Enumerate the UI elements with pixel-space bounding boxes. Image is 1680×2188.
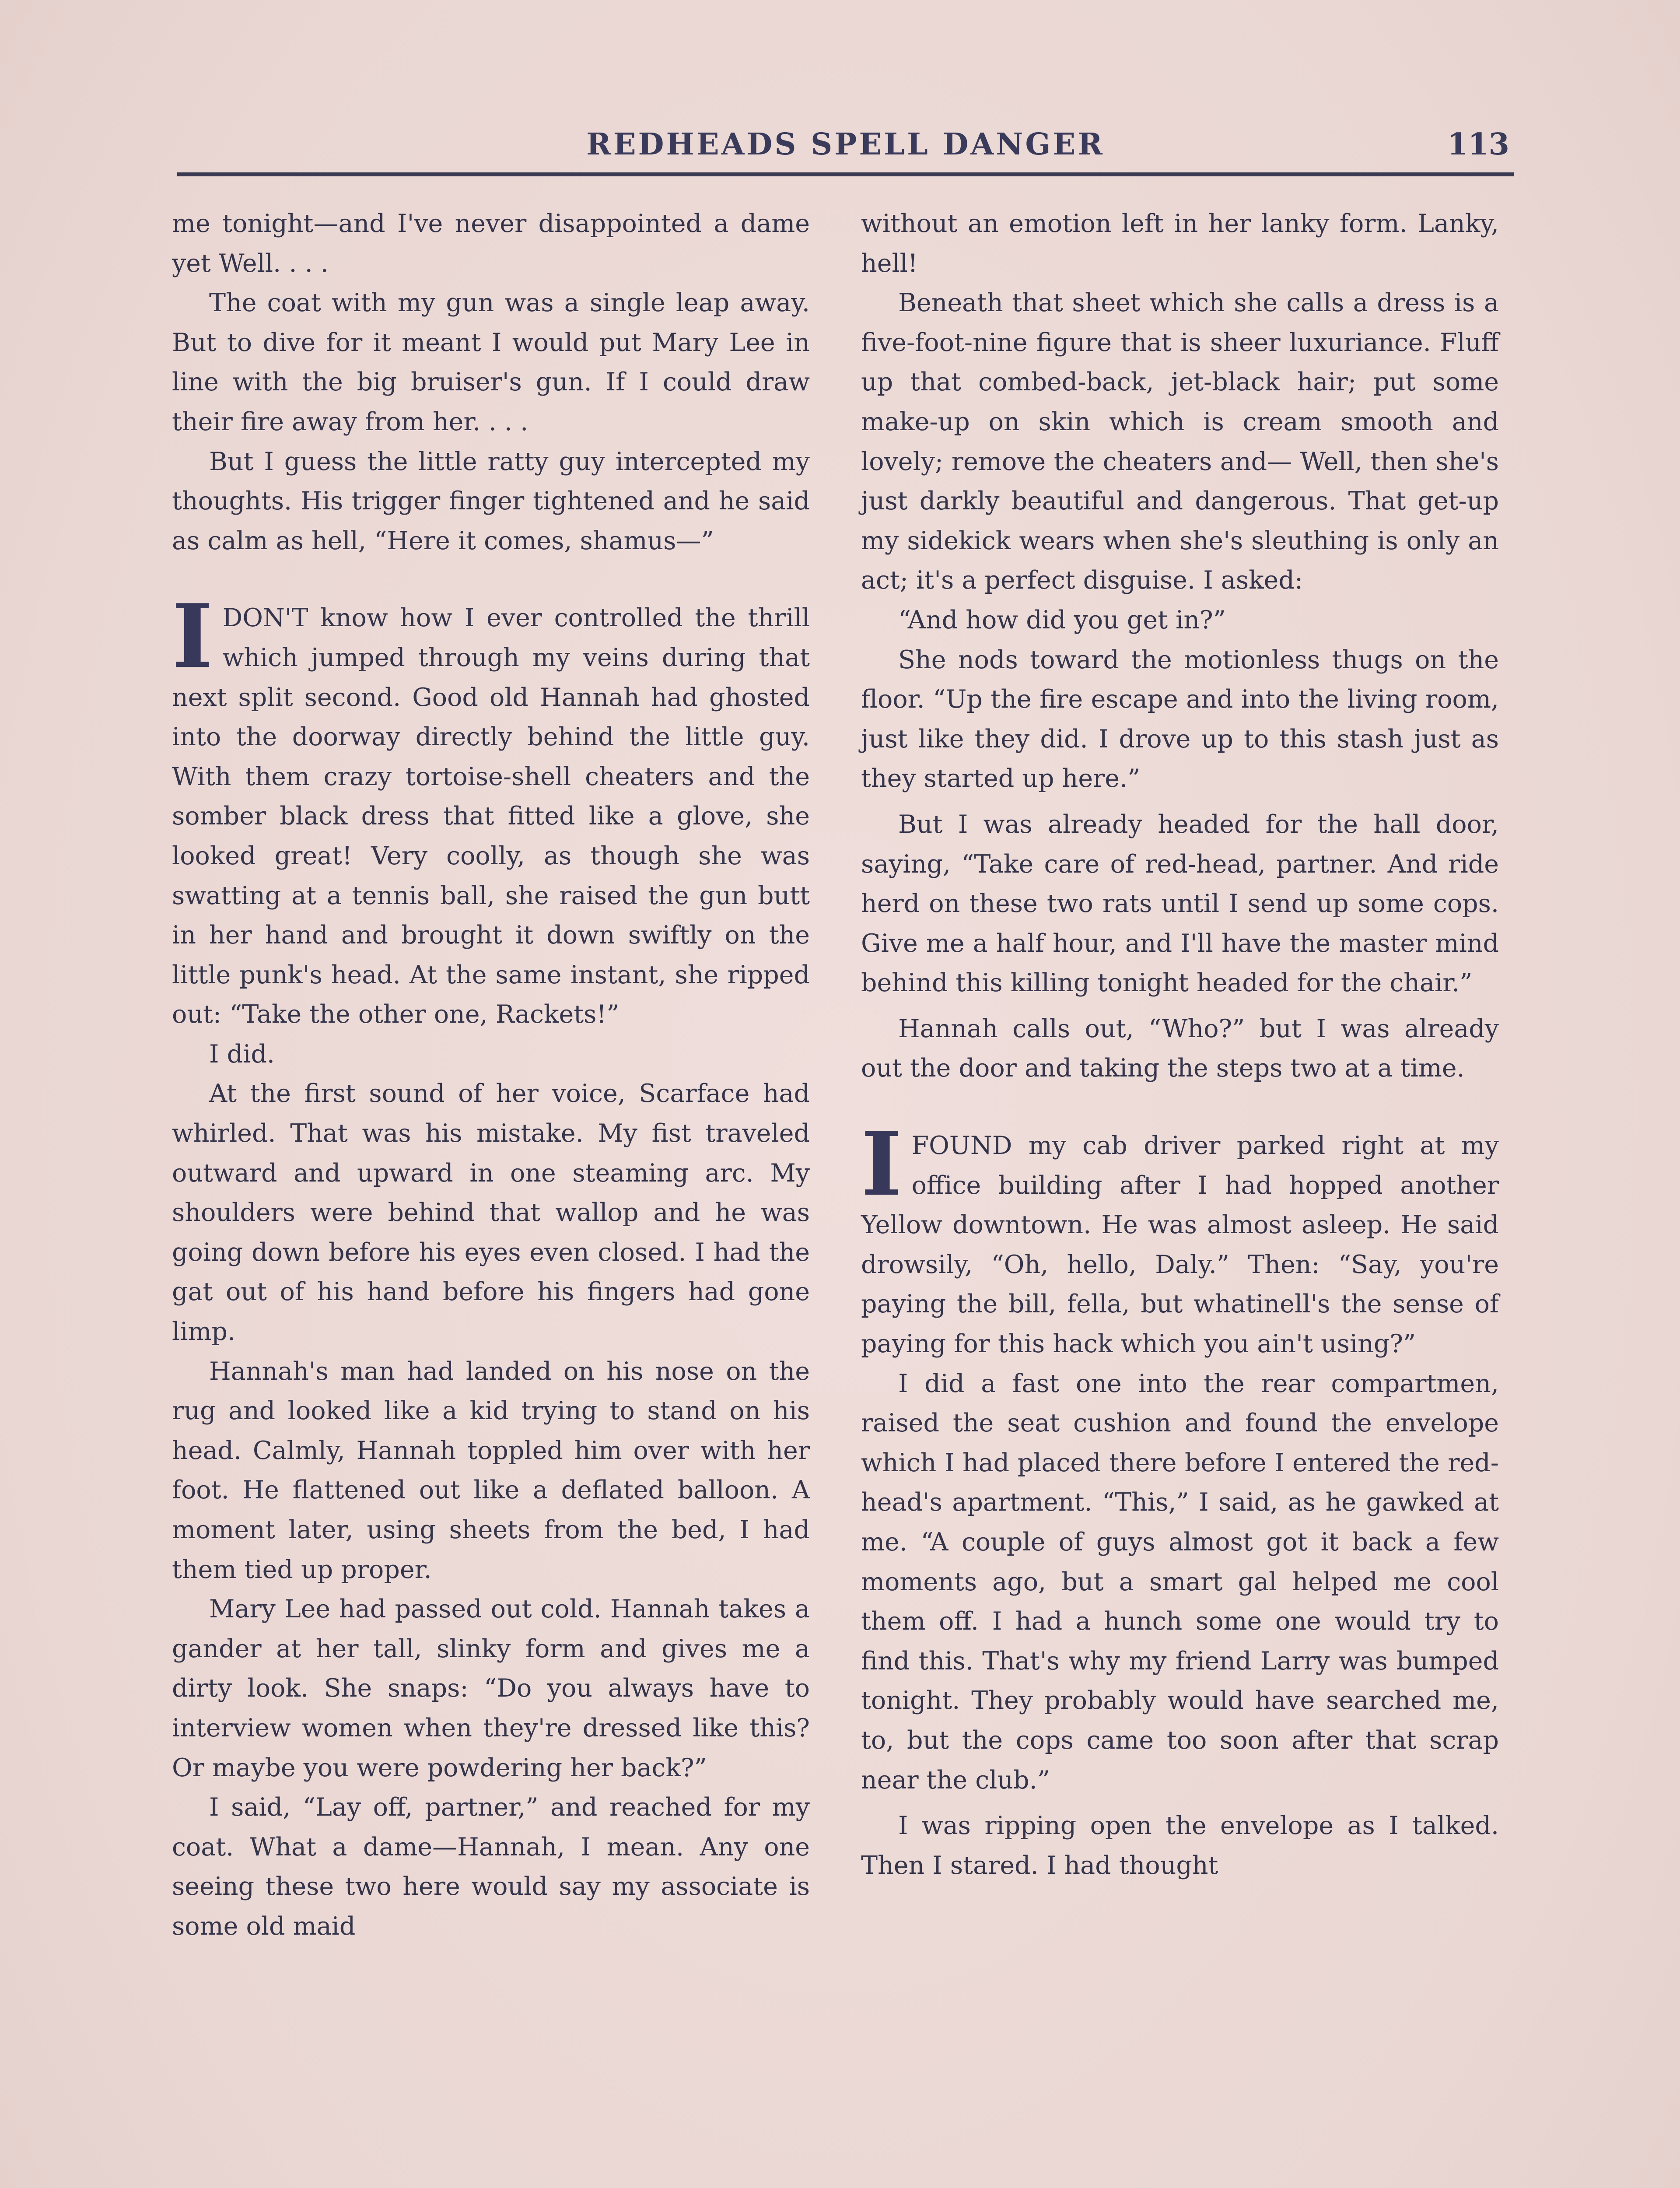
- drop-cap: I: [172, 585, 213, 688]
- paragraph: Beneath that sheet which she calls a dress is a five-foot-nine figure that is sheer luxuriance. Fluff up that combed-back, jet-black hair; put some make-up on skin which is cream smooth and lovely; remove the cheaters and— Well, then she's just darkly beautiful and dangerous. That get-up my sidekick wears when she's sleuthing is only an act; it's a perfect disguise. I asked:: [861, 288, 1499, 595]
- paragraph: me tonight—and I've never disappointed a dame yet Well. . . .: [172, 209, 810, 278]
- paragraph: She nods toward the motionless thugs on the floor. “Up the fire escape and into the living room, just like they did. I drove up to this stash just as they started up here.”: [861, 645, 1499, 793]
- drop-cap: I: [861, 1113, 902, 1216]
- paragraph: But I was already headed for the hall door, saying, “Take care of red-head, partner. And ride herd on these two rats until I send up some cops. Give me a half hour, and I'll have the master mind behind this killing tonight headed for the chair.”: [861, 810, 1499, 998]
- paragraph: I was ripping open the envelope as I talked. Then I stared. I had thought: [861, 1811, 1499, 1880]
- running-title: REDHEADS SPELL DANGER: [586, 127, 1105, 162]
- paragraph-text: FOUND my cab driver parked right at my office building after I had hopped another Yellow downtown. He was almost asleep. He said drowsily, “Oh, hello, Daly.” Then: “Say, you're paying the bill, fella, but whatinell's the sense of paying for this hack which you ain't using?”: [861, 1131, 1499, 1359]
- right-column: [861, 204, 1499, 2188]
- paragraph: But I guess the little ratty guy intercepted my thoughts. His trigger finger tightened and he said as calm as hell, “Here it comes, shamus—”: [172, 447, 810, 555]
- section-paragraph: [861, 1113, 1499, 1364]
- left-column: [172, 204, 810, 2188]
- page-header: [177, 123, 1514, 176]
- paragraph: Mary Lee had passed out cold. Hannah takes a gander at her tall, slinky form and gives me a dirty look. She snaps: “Do you always have to interview women when they're dressed like this? Or maybe you were powdering her back?”: [172, 1595, 810, 1782]
- section-paragraph: [172, 585, 810, 1034]
- paragraph: Hannah calls out, “Who?” but I was already out the door and taking the steps two at a time.: [861, 1014, 1499, 1083]
- paragraph: At the first sound of her voice, Scarface had whirled. That was his mistake. My fist traveled outward and upward in one steaming arc. My shoulders were behind that wallop and he was going down before his eyes even closed. I had the gat out of his hand before his fingers had gone limp.: [172, 1079, 810, 1346]
- paragraph-text: DON'T know how I ever controlled the thrill which jumped through my veins during that next split second. Good old Hannah had ghosted into the doorway directly behind the little guy. With them crazy tortoise-shell cheaters and the somber black dress that fitted like a glove, she looked great! Very coolly, as though she was swatting at a tennis ball, she raised the gun butt in her hand and brought it down swiftly on the little punk's head. At the same instant, she ripped out: “Take the other one, Rackets!”: [172, 603, 810, 1029]
- paragraph: I did a fast one into the rear compartmen, raised the seat cushion and found the envelope which I had placed there before I entered the red-head's apartment. “This,” I said, as he gawked at me. “A couple of guys almost got it back a few moments ago, but a smart gal helped me cool them off. I had a hunch some one would try to find this. That's why my friend Larry was bumped tonight. They probably would have searched me, to, but the cops came too soon after that scrap near the club.”: [861, 1369, 1499, 1795]
- paragraph: without an emotion left in her lanky form. Lanky, hell!: [861, 209, 1499, 278]
- paragraph: I said, “Lay off, partner,” and reached for my coat. What a dame—Hannah, I mean. Any one seeing these two here would say my associate is some old maid: [172, 1793, 810, 1941]
- paragraph: Hannah's man had landed on his nose on the rug and looked like a kid trying to stand on his head. Calmly, Hannah toppled him over with her foot. He flattened out like a deflated balloon. A moment later, using sheets from the bed, I had them tied up proper.: [172, 1357, 810, 1584]
- paragraph: “And how did you get in?”: [898, 605, 1226, 635]
- page-number: 113: [1447, 127, 1509, 162]
- paragraph: The coat with my gun was a single leap away. But to dive for it meant I would put Mary Lee in line with the big bruiser's gun. If I could draw their fire away from her. . . .: [172, 288, 810, 436]
- paragraph: I did.: [209, 1039, 275, 1069]
